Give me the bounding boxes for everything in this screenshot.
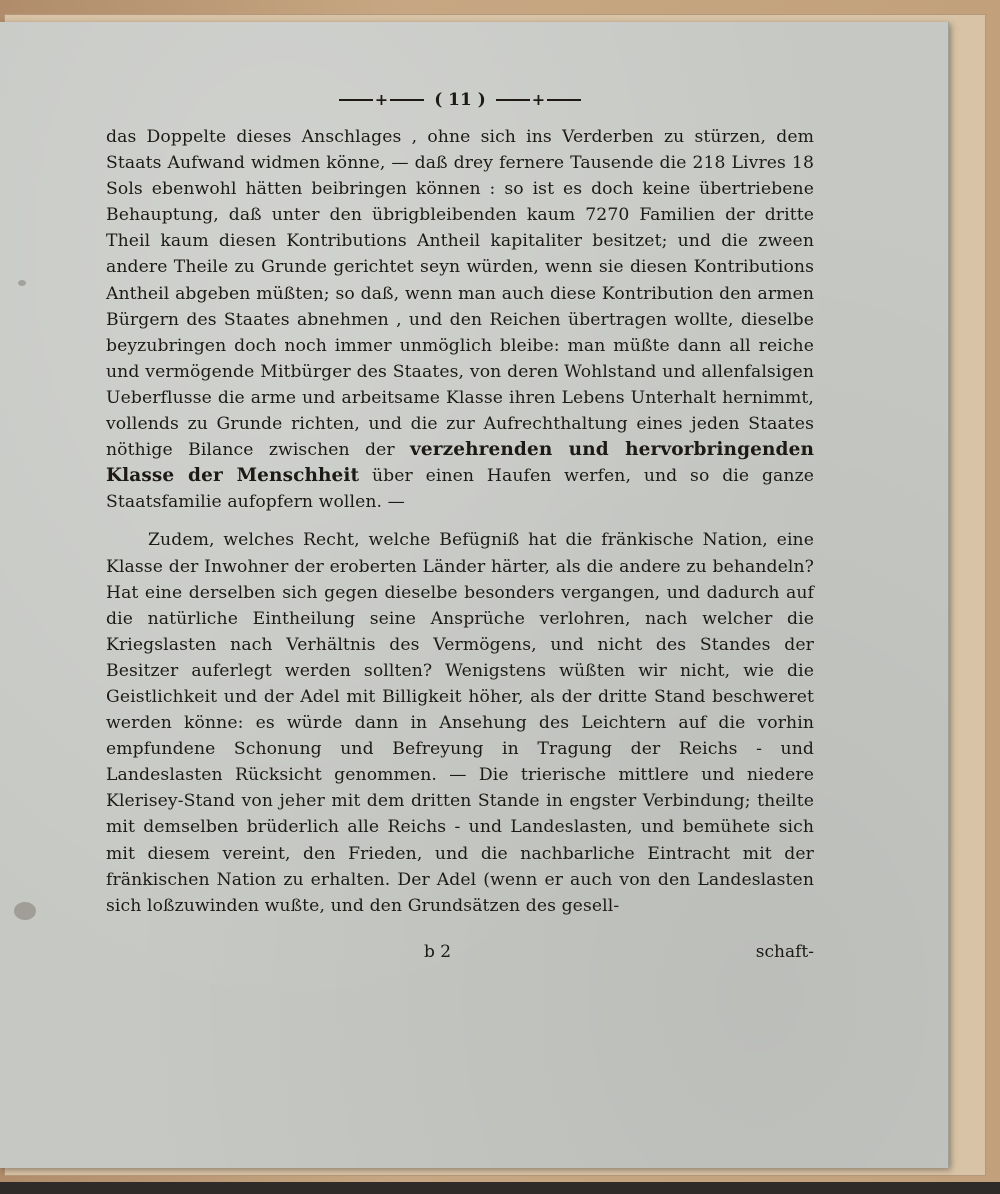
header-ornament-left: + bbox=[339, 92, 424, 108]
body-text bbox=[106, 124, 814, 919]
text-run: über einen Haufen werfen, und so die ganze Staatsfamilie aufopfern wollen. — bbox=[106, 466, 814, 513]
page-number: ( 11 ) bbox=[434, 90, 486, 110]
header-ornament-right: + bbox=[496, 92, 581, 108]
scan-edge bbox=[0, 1182, 1000, 1194]
catchword: schaft- bbox=[755, 942, 814, 962]
emphasized-text: verzehrenden und hervorbringenden Klasse der Menschheit bbox=[106, 439, 814, 487]
page-header bbox=[295, 88, 625, 112]
paragraph bbox=[106, 527, 814, 918]
signature-mark: b 2 bbox=[424, 942, 452, 962]
stain bbox=[18, 280, 26, 286]
page-footer bbox=[106, 942, 814, 968]
text-run: das Doppelte dieses Anschlages , ohne sich ins Verderben zu stürzen, dem Staats Aufwand widmen könne, — daß drey fernere Tausende die 218 Livres 18 Sols ebenwohl hätten beibringen können : so ist es doch keine übertriebene Behauptung, daß unter den übrigbleibenden kaum 7270 Familien der dritte Theil kaum diesen Kontributions Antheil kapitaliter besitzet; und die zween andere Theile zu Grunde gerichtet seyn würden, wenn sie diesen Kontributions Antheil abgeben müßten; so daß, wenn man auch diese Kontribution den armen Bürgern des Staates abnehmen , und den Reichen übertragen wollte, dieselbe beyzubringen doch noch immer unmöglich bleibe: man müßte dann all reiche und vermögende Mitbürger des Staates, von deren Wohlstand und allenfalsigen Ueberflusse die arme und arbeitsame Klasse ihren Lebens Unterhalt hernimmt, vollends zu Grunde richten, und die zur Aufrechthaltung eines jeden Staates nöthige Bilance zwischen der bbox=[106, 127, 814, 461]
paragraph bbox=[106, 124, 814, 515]
stain bbox=[14, 902, 36, 920]
text-run: Zudem, welches Recht, welche Befügniß hat die fränkische Nation, eine Klasse der Inwohner der eroberten Länder härter, als die andere zu behandeln? Hat eine derselben sich gegen dieselbe besonders vergangen, und dadurch auf die natürliche Eintheilung seine Ansprüche verlohren, nach welcher die Kriegslasten nach Verhältnis des Vermögens, und nicht des Standes der Besitzer auferlegt werden sollten? Wenigstens wüßten wir nicht, wie die Geistlichkeit und der Adel mit Billigkeit höher, als der dritte Stand beschweret werden könne: es würde dann in Ansehung des Leichtern auf die vorhin empfundene Schonung und Befreyung in Tragung der Reichs - und Landeslasten Rücksicht genommen. — Die trierische mittlere und niedere Klerisey-Stand von jeher mit dem dritten Stande in engster Verbindung; theilte mit demselben brüderlich alle Reichs - und Landeslasten, und bemühete sich mit diesem vereint, den Frieden, und die nachbarliche Eintracht mit der fränkischen Nation zu erhalten. Der Adel (wenn er auch von den Landeslasten sich loßzuwinden wußte, und den Grundsätzen des gesell- bbox=[106, 530, 814, 916]
